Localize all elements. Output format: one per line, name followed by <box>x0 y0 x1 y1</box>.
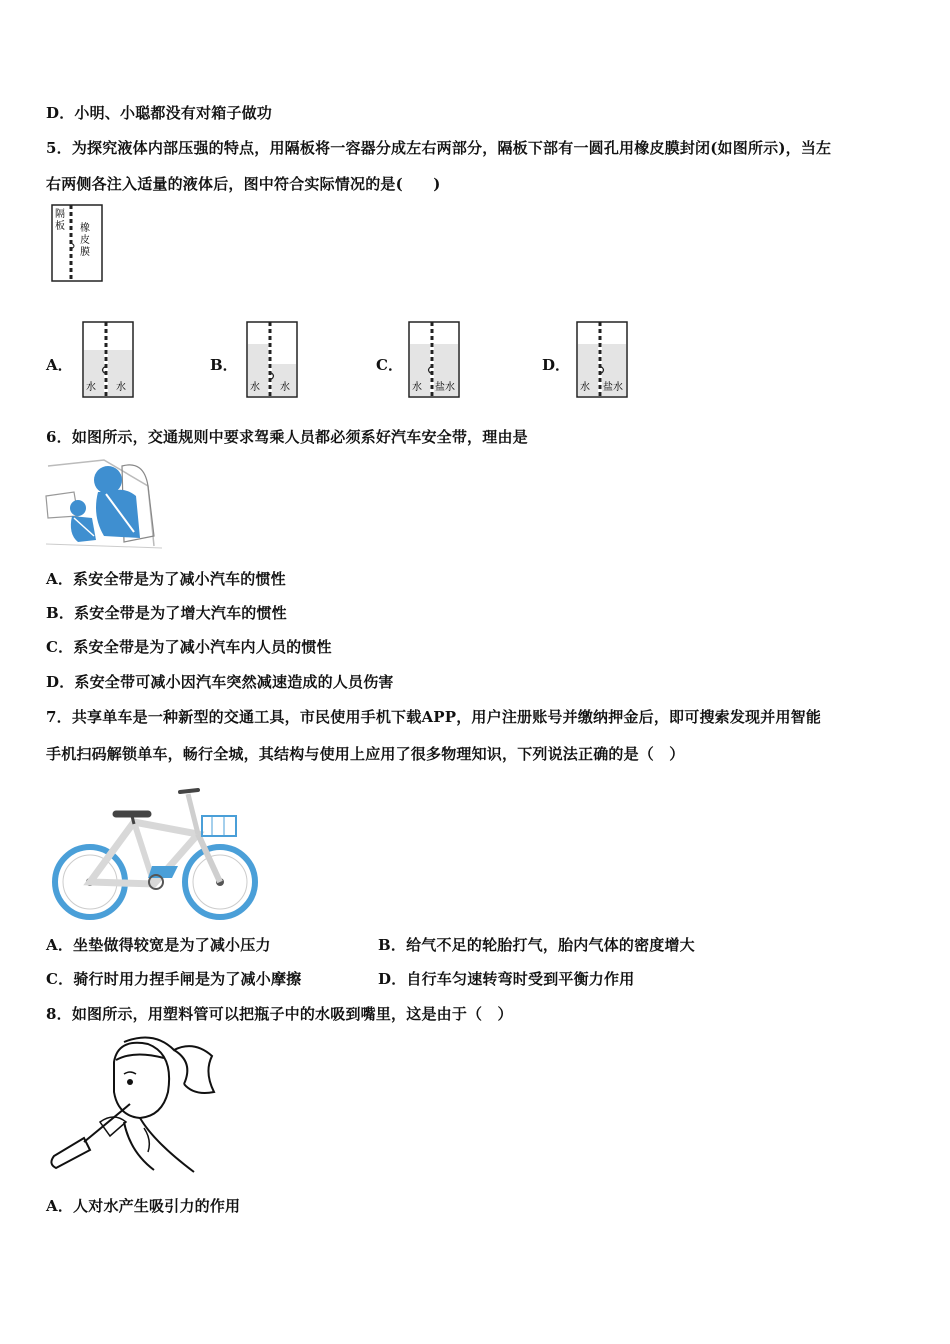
q5-option-a-label: A． <box>46 356 73 374</box>
q7-option-a: A．坐垫做得较宽是为了减小压力 <box>46 936 271 954</box>
q6-option-a: A．系安全带是为了减小汽车的惯性 <box>46 570 286 588</box>
q7-option-c: C．骑行时用力捏手闸是为了减小摩擦 <box>46 970 302 988</box>
q4-option-d: D．小明、小聪都没有对箱子做功 <box>46 104 273 122</box>
q5-option-a-left-liquid: 水 <box>86 382 96 393</box>
q5-option-b-beaker <box>244 320 300 400</box>
q5-stem-line2: 右两侧各注入适量的液体后，图中符合实际情况的是( ) <box>46 175 441 193</box>
q7-option-b: B．给气不足的轮胎打气，胎内气体的密度增大 <box>378 936 695 954</box>
q7-stem-line1: 7．共享单车是一种新型的交通工具，市民使用手机下载APP，用户注册账号并缴纳押金后，即可搜索发现并用智能 <box>46 708 822 726</box>
q5-option-d-beaker <box>574 320 630 400</box>
q6-option-b: B．系安全带是为了增大汽车的惯性 <box>46 604 287 622</box>
q5-option-c-beaker <box>406 320 462 400</box>
girl-drinking-figure <box>44 1032 224 1176</box>
q6-stem: 6．如图所示，交通规则中要求驾乘人员都必须系好汽车安全带，理由是 <box>46 428 528 446</box>
bike-figure <box>48 778 264 920</box>
q6-option-d: D．系安全带可减小因汽车突然减速造成的人员伤害 <box>46 673 394 691</box>
q8-option-a: A．人对水产生吸引力的作用 <box>46 1197 241 1215</box>
q5-option-c-right-liquid: 盐水 <box>435 382 455 393</box>
q5-option-d-left-liquid: 水 <box>580 382 590 393</box>
q5-stem-line1: 5．为探究液体内部压强的特点，用隔板将一容器分成左右两部分，隔板下部有一圆孔用橡皮膜封闭(如图所示)，当左 <box>46 139 832 157</box>
q7-stem-line2: 手机扫码解锁单车，畅行全城，其结构与使用上应用了很多物理知识，下列说法正确的是（ ） <box>46 745 685 763</box>
q5-option-b-right-liquid: 水 <box>280 382 290 393</box>
q5-option-c-label: C． <box>376 356 403 374</box>
q5-figure-label-right: 橡皮膜 <box>80 223 90 258</box>
q7-option-d: D．自行车匀速转弯时受到平衡力作用 <box>378 970 635 988</box>
seatbelt-figure <box>44 456 164 552</box>
q6-option-c: C．系安全带是为了减小汽车内人员的惯性 <box>46 638 332 656</box>
q5-option-d-right-liquid: 盐水 <box>603 382 623 393</box>
q5-option-a-right-liquid: 水 <box>116 382 126 393</box>
q5-container-figure <box>50 203 106 285</box>
q5-option-b-left-liquid: 水 <box>250 382 260 393</box>
q5-figure-label-left: 隔板 <box>55 209 65 232</box>
q5-option-b-label: B． <box>210 356 238 374</box>
q8-stem: 8．如图所示，用塑料管可以把瓶子中的水吸到嘴里，这是由于（ ） <box>46 1005 513 1023</box>
q5-option-d-label: D． <box>542 356 571 374</box>
q5-option-c-left-liquid: 水 <box>412 382 422 393</box>
q5-option-a-beaker <box>80 320 136 400</box>
